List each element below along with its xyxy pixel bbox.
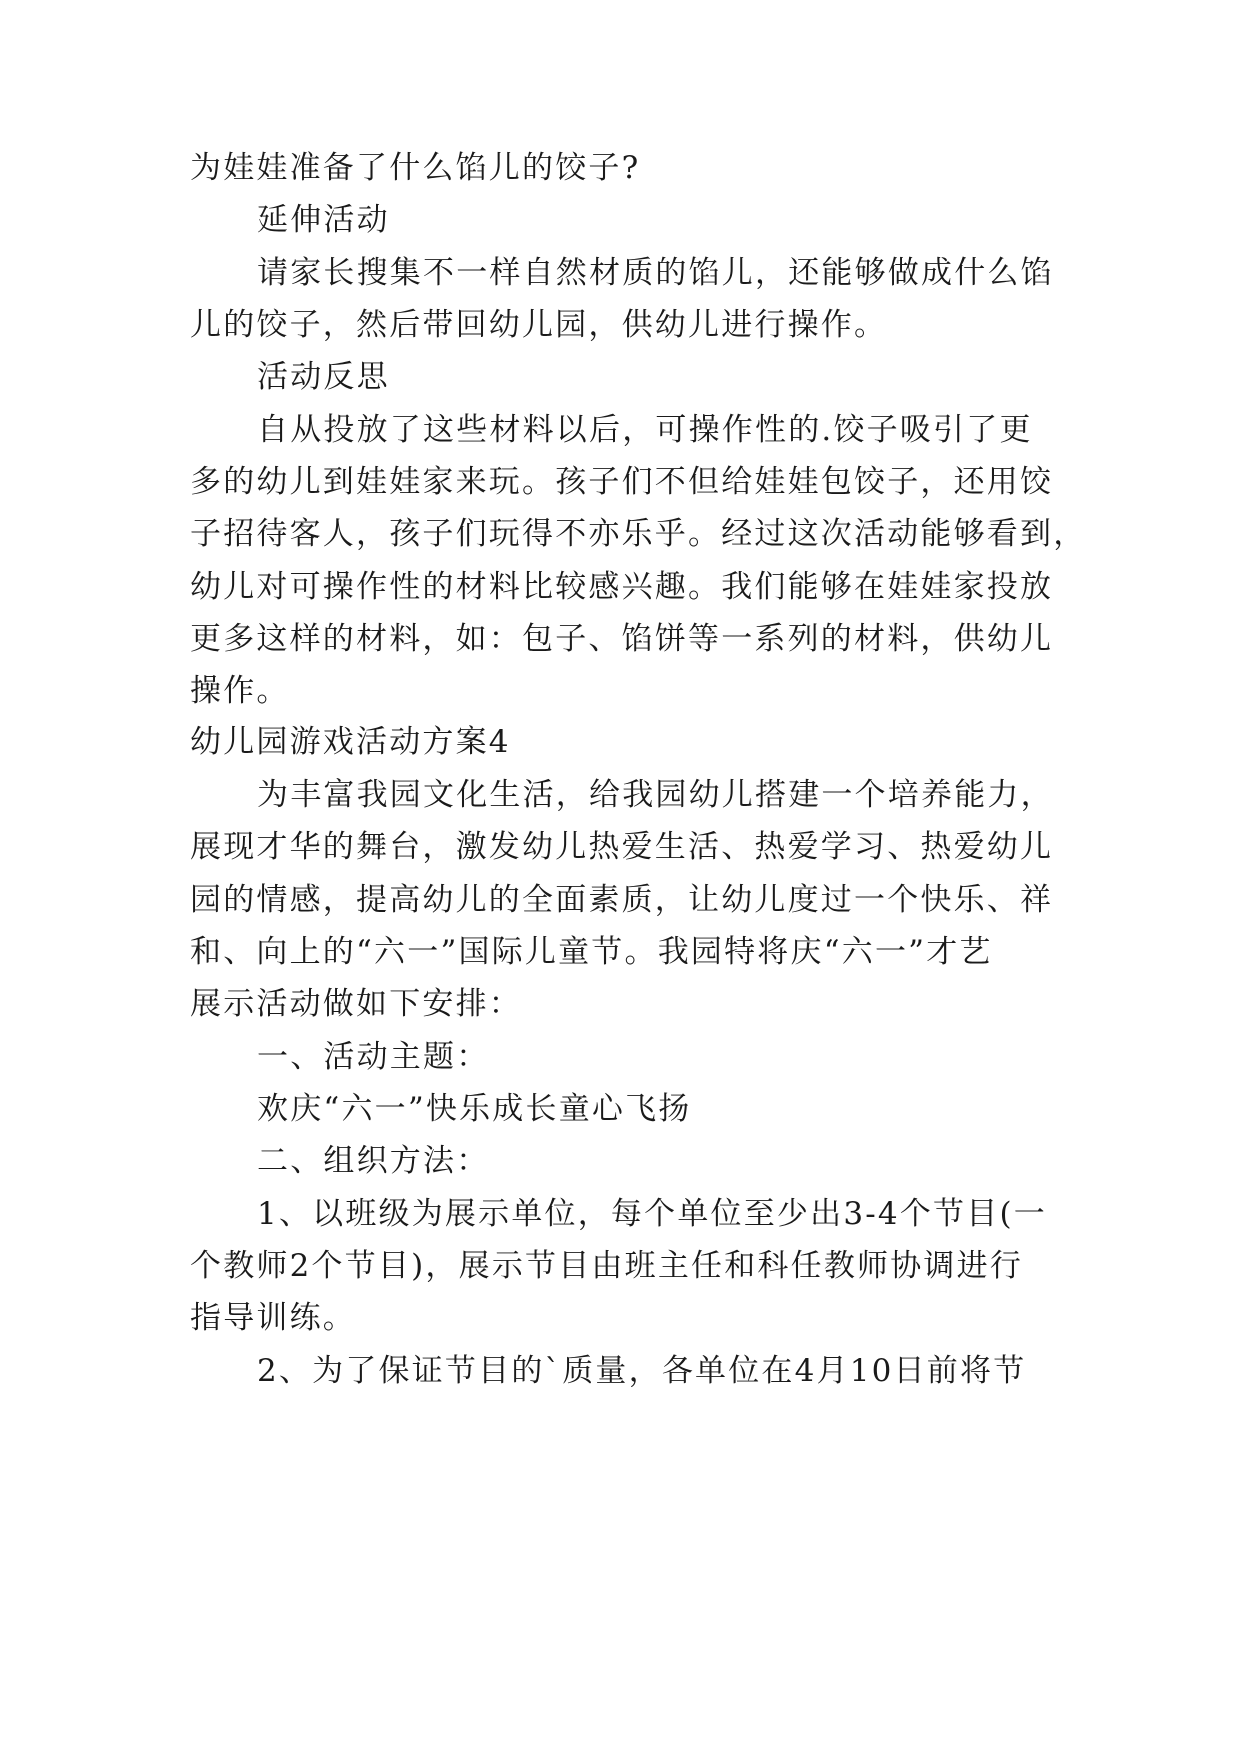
text-line: 子招待客人，孩子们玩得不亦乐乎。经过这次活动能够看到， <box>190 516 1087 552</box>
section-heading: 延伸活动 <box>257 202 390 238</box>
text-line: 展现才华的舞台，激发幼儿热爱生活、热爱学习、热爱幼儿 <box>190 829 1054 865</box>
text-line: 2、为了保证节目的`质量，各单位在4月10日前将节 <box>257 1353 1027 1389</box>
text-line: 幼儿对可操作性的材料比较感兴趣。我们能够在娃娃家投放 <box>190 569 1054 605</box>
text-line: 指导训练。 <box>190 1300 356 1336</box>
text-line: 请家长搜集不一样自然材质的馅儿，还能够做成什么馅 <box>257 255 1054 291</box>
text-line: 个教师2个节目)，展示节目由班主任和科任教师协调进行 <box>190 1248 1024 1284</box>
text-line: 1、以班级为展示单位，每个单位至少出3-4个节目(一 <box>257 1196 1047 1232</box>
text-line: 操作。 <box>190 673 290 709</box>
text-line: 欢庆“六一”快乐成长童心飞扬 <box>257 1091 692 1127</box>
document-title: 幼儿园游戏活动方案4 <box>190 724 511 760</box>
section-heading: 二、组织方法： <box>257 1143 490 1179</box>
text-line: 自从投放了这些材料以后，可操作性的.饺子吸引了更 <box>257 412 1033 448</box>
text-line: 多的幼儿到娃娃家来玩。孩子们不但给娃娃包饺子，还用饺 <box>190 464 1054 500</box>
text-line: 展示活动做如下安排： <box>190 986 522 1022</box>
section-heading: 活动反思 <box>257 359 390 395</box>
text-line: 园的情感，提高幼儿的全面素质，让幼儿度过一个快乐、祥 <box>190 882 1054 918</box>
text-line: 为丰富我园文化生活，给我园幼儿搭建一个培养能力， <box>257 777 1054 813</box>
text-line: 儿的饺子，然后带回幼儿园，供幼儿进行操作。 <box>190 307 888 343</box>
text-line: 和、向上的“六一”国际儿童节。我园特将庆“六一”才艺 <box>190 934 993 970</box>
text-line: 更多这样的材料，如：包子、馅饼等一系列的材料，供幼儿 <box>190 621 1054 657</box>
section-heading: 一、活动主题： <box>257 1039 490 1075</box>
text-line: 为娃娃准备了什么馅儿的饺子? <box>190 150 641 186</box>
